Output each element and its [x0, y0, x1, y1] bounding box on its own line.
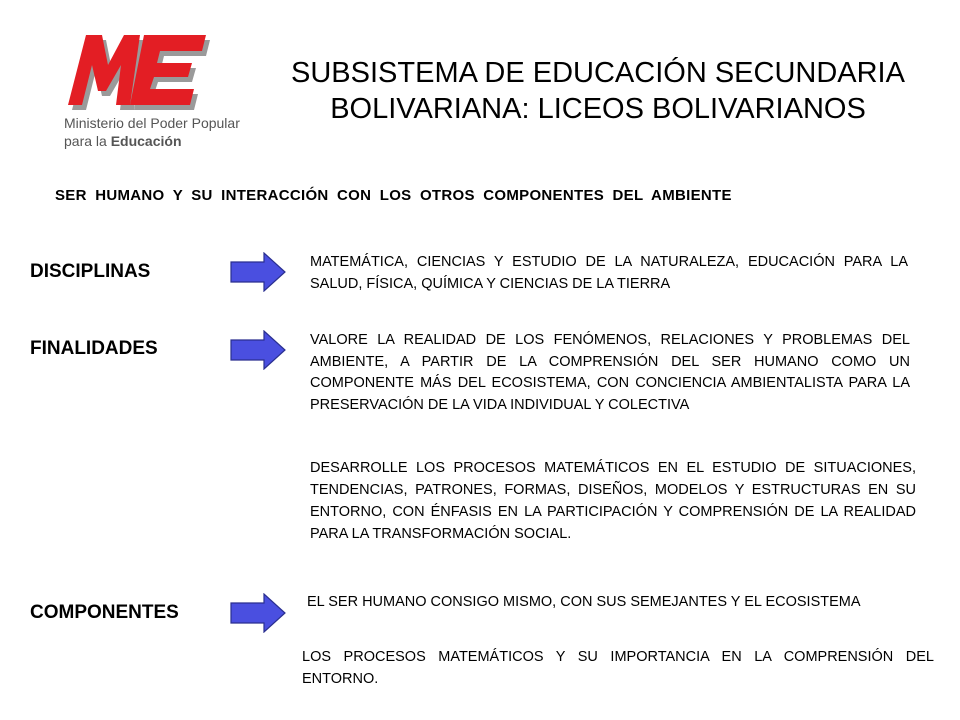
title-line-2: BOLIVARIANA: LICEOS BOLIVARIANOS — [330, 93, 866, 125]
title-line-1: SUBSISTEMA DE EDUCACIÓN SECUNDARIA — [291, 57, 905, 89]
logo-line2-bold: Educación — [110, 133, 182, 149]
finalidades-text-1: VALORE LA REALIDAD DE LOS FENÓMENOS, RELACIONES Y PROBLEMAS DEL AMBIENTE, A PARTIR DE LA COMPRENSIÓN DEL SER HUMANO COMO UN COMPONENTE MÁS DEL ECOSISTEMA, CON CONCIENCIA AMBIENTALISTA PARA LA PRESERVACIÓN DE LA VIDA INDIVIDUAL Y COLECTIVA — [310, 332, 910, 413]
logo-line2-prefix: para la — [64, 133, 111, 149]
section-subtitle: SER HUMANO Y SU INTERACCIÓN CON LOS OTROS COMPONENTES DEL AMBIENTE — [55, 187, 732, 204]
arrow-right-icon — [230, 252, 286, 292]
logo-education-text — [64, 133, 182, 149]
disciplinas-label: DISCIPLINAS — [30, 261, 151, 282]
me-logo-icon — [58, 25, 218, 117]
finalidades-label: FINALIDADES — [30, 338, 158, 359]
logo-ministry-text: Ministerio del Poder Popular — [64, 115, 240, 131]
disciplinas-text: MATEMÁTICA, CIENCIAS Y ESTUDIO DE LA NATURALEZA, EDUCACIÓN PARA LA SALUD, FÍSICA, QUÍMICA Y CIENCIAS DE LA TIERRA — [310, 254, 908, 292]
arrow-right-icon — [230, 593, 286, 633]
componentes-label: COMPONENTES — [30, 602, 179, 623]
componentes-text-1: EL SER HUMANO CONSIGO MISMO, CON SUS SEMEJANTES Y EL ECOSISTEMA — [307, 594, 861, 610]
componentes-text-2: LOS PROCESOS MATEMÁTICOS Y SU IMPORTANCIA EN LA COMPRENSIÓN DEL ENTORNO. — [302, 649, 934, 687]
page-title — [248, 55, 948, 127]
finalidades-text-2: DESARROLLE LOS PROCESOS MATEMÁTICOS EN EL ESTUDIO DE SITUACIONES, TENDENCIAS, PATRONES, FORMAS, DISEÑOS, MODELOS Y ESTRUCTURAS EN SU ENTORNO, CON ÉNFASIS EN LA PARTICIPACIÓN Y COMPRENSIÓN DE LA REALIDAD PARA LA TRANSFORMACIÓN SOCIAL. — [310, 460, 916, 542]
arrow-right-icon — [230, 330, 286, 370]
